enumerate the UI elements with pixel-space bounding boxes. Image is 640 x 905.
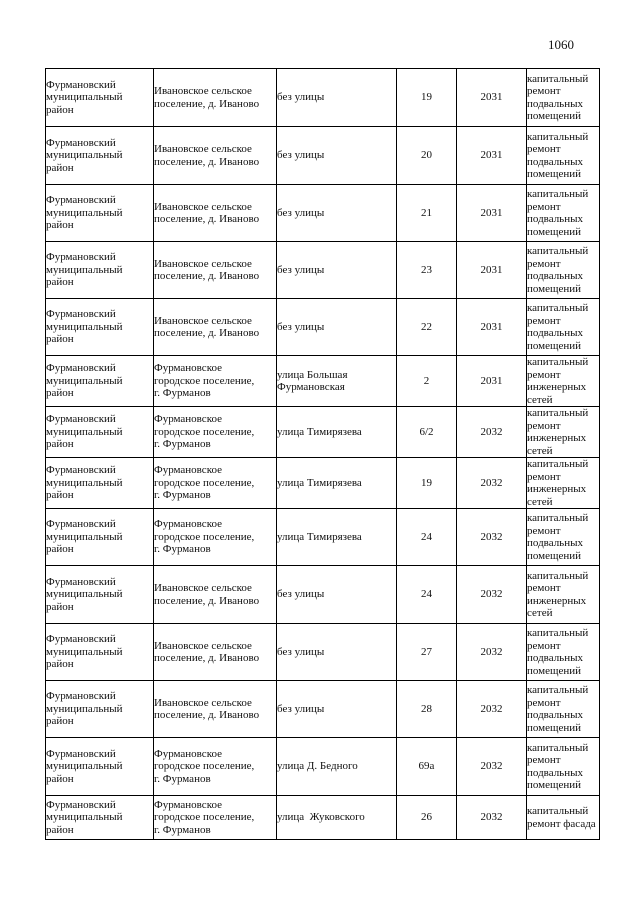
table-row — [46, 299, 600, 356]
cell-district: Фурмановский муниципальный район — [46, 509, 154, 566]
cell-house-number: 21 — [397, 185, 457, 242]
cell-district: Фурмановский муниципальный район — [46, 299, 154, 356]
cell-year: 2032 — [457, 509, 527, 566]
table-body — [46, 69, 600, 840]
cell-settlement: Фурмановское городское поселение, г. Фурманов — [154, 356, 277, 407]
table-row — [46, 458, 600, 509]
cell-district: Фурмановский муниципальный район — [46, 69, 154, 127]
cell-house-number: 20 — [397, 127, 457, 185]
cell-district: Фурмановский муниципальный район — [46, 356, 154, 407]
table-row — [46, 69, 600, 127]
page-number: 1060 — [548, 37, 574, 52]
cell-street: улица Д. Бедного — [277, 738, 397, 796]
cell-work-type: капитальный ремонт инженерных сетей — [527, 407, 600, 458]
cell-district: Фурмановский муниципальный район — [46, 185, 154, 242]
cell-year: 2032 — [457, 566, 527, 624]
cell-district: Фурмановский муниципальный район — [46, 458, 154, 509]
cell-work-type: капитальный ремонт подвальных помещений — [527, 127, 600, 185]
table-row — [46, 509, 600, 566]
cell-house-number: 27 — [397, 624, 457, 681]
cell-settlement: Ивановское сельское поселение, д. Иваново — [154, 681, 277, 738]
cell-settlement: Фурмановское городское поселение, г. Фурманов — [154, 458, 277, 509]
cell-street: без улицы — [277, 127, 397, 185]
cell-street: улица Тимирязева — [277, 458, 397, 509]
cell-street: улица Жуковского — [277, 796, 397, 840]
table-row — [46, 566, 600, 624]
cell-street: без улицы — [277, 624, 397, 681]
cell-house-number: 28 — [397, 681, 457, 738]
cell-district: Фурмановский муниципальный район — [46, 624, 154, 681]
table-row — [46, 738, 600, 796]
cell-work-type: капитальный ремонт подвальных помещений — [527, 69, 600, 127]
cell-house-number: 6/2 — [397, 407, 457, 458]
cell-settlement: Ивановское сельское поселение, д. Иваново — [154, 69, 277, 127]
cell-year: 2032 — [457, 458, 527, 509]
table-row — [46, 796, 600, 840]
cell-settlement: Ивановское сельское поселение, д. Иваново — [154, 566, 277, 624]
cell-work-type: капитальный ремонт фасада — [527, 796, 600, 840]
cell-work-type: капитальный ремонт инженерных сетей — [527, 356, 600, 407]
cell-house-number: 2 — [397, 356, 457, 407]
cell-year: 2032 — [457, 796, 527, 840]
cell-district: Фурмановский муниципальный район — [46, 127, 154, 185]
cell-house-number: 19 — [397, 69, 457, 127]
cell-work-type: капитальный ремонт подвальных помещений — [527, 738, 600, 796]
cell-work-type: капитальный ремонт подвальных помещений — [527, 299, 600, 356]
cell-work-type: капитальный ремонт подвальных помещений — [527, 242, 600, 299]
cell-district: Фурмановский муниципальный район — [46, 738, 154, 796]
cell-settlement: Ивановское сельское поселение, д. Иваново — [154, 127, 277, 185]
table-row — [46, 242, 600, 299]
cell-street: без улицы — [277, 185, 397, 242]
cell-year: 2031 — [457, 185, 527, 242]
cell-street: улица Большая Фурмановская — [277, 356, 397, 407]
cell-district: Фурмановский муниципальный район — [46, 681, 154, 738]
table-row — [46, 681, 600, 738]
cell-district: Фурмановский муниципальный район — [46, 242, 154, 299]
cell-house-number: 24 — [397, 509, 457, 566]
cell-district: Фурмановский муниципальный район — [46, 796, 154, 840]
cell-house-number: 69а — [397, 738, 457, 796]
table-row — [46, 127, 600, 185]
cell-year: 2031 — [457, 299, 527, 356]
cell-street: улица Тимирязева — [277, 407, 397, 458]
cell-house-number: 24 — [397, 566, 457, 624]
cell-settlement: Ивановское сельское поселение, д. Иваново — [154, 242, 277, 299]
cell-work-type: капитальный ремонт подвальных помещений — [527, 624, 600, 681]
cell-settlement: Фурмановское городское поселение, г. Фурманов — [154, 407, 277, 458]
cell-year: 2032 — [457, 738, 527, 796]
cell-street: без улицы — [277, 69, 397, 127]
cell-year: 2031 — [457, 356, 527, 407]
cell-work-type: капитальный ремонт подвальных помещений — [527, 185, 600, 242]
cell-work-type: капитальный ремонт инженерных сетей — [527, 458, 600, 509]
data-table — [45, 68, 600, 840]
cell-work-type: капитальный ремонт подвальных помещений — [527, 509, 600, 566]
cell-settlement: Ивановское сельское поселение, д. Иваново — [154, 624, 277, 681]
cell-year: 2031 — [457, 69, 527, 127]
cell-year: 2031 — [457, 127, 527, 185]
cell-street: без улицы — [277, 299, 397, 356]
cell-district: Фурмановский муниципальный район — [46, 407, 154, 458]
cell-street: без улицы — [277, 566, 397, 624]
cell-year: 2032 — [457, 624, 527, 681]
cell-work-type: капитальный ремонт инженерных сетей — [527, 566, 600, 624]
cell-year: 2032 — [457, 407, 527, 458]
table-row — [46, 407, 600, 458]
table-row — [46, 185, 600, 242]
cell-house-number: 23 — [397, 242, 457, 299]
cell-house-number: 26 — [397, 796, 457, 840]
cell-house-number: 19 — [397, 458, 457, 509]
cell-settlement: Ивановское сельское поселение, д. Иваново — [154, 299, 277, 356]
cell-year: 2032 — [457, 681, 527, 738]
cell-year: 2031 — [457, 242, 527, 299]
cell-work-type: капитальный ремонт подвальных помещений — [527, 681, 600, 738]
cell-street: улица Тимирязева — [277, 509, 397, 566]
cell-settlement: Фурмановское городское поселение, г. Фурманов — [154, 796, 277, 840]
table-row — [46, 624, 600, 681]
cell-settlement: Фурмановское городское поселение, г. Фурманов — [154, 509, 277, 566]
cell-settlement: Фурмановское городское поселение, г. Фурманов — [154, 738, 277, 796]
cell-settlement: Ивановское сельское поселение, д. Иваново — [154, 185, 277, 242]
cell-house-number: 22 — [397, 299, 457, 356]
table-row — [46, 356, 600, 407]
cell-street: без улицы — [277, 242, 397, 299]
cell-district: Фурмановский муниципальный район — [46, 566, 154, 624]
cell-street: без улицы — [277, 681, 397, 738]
